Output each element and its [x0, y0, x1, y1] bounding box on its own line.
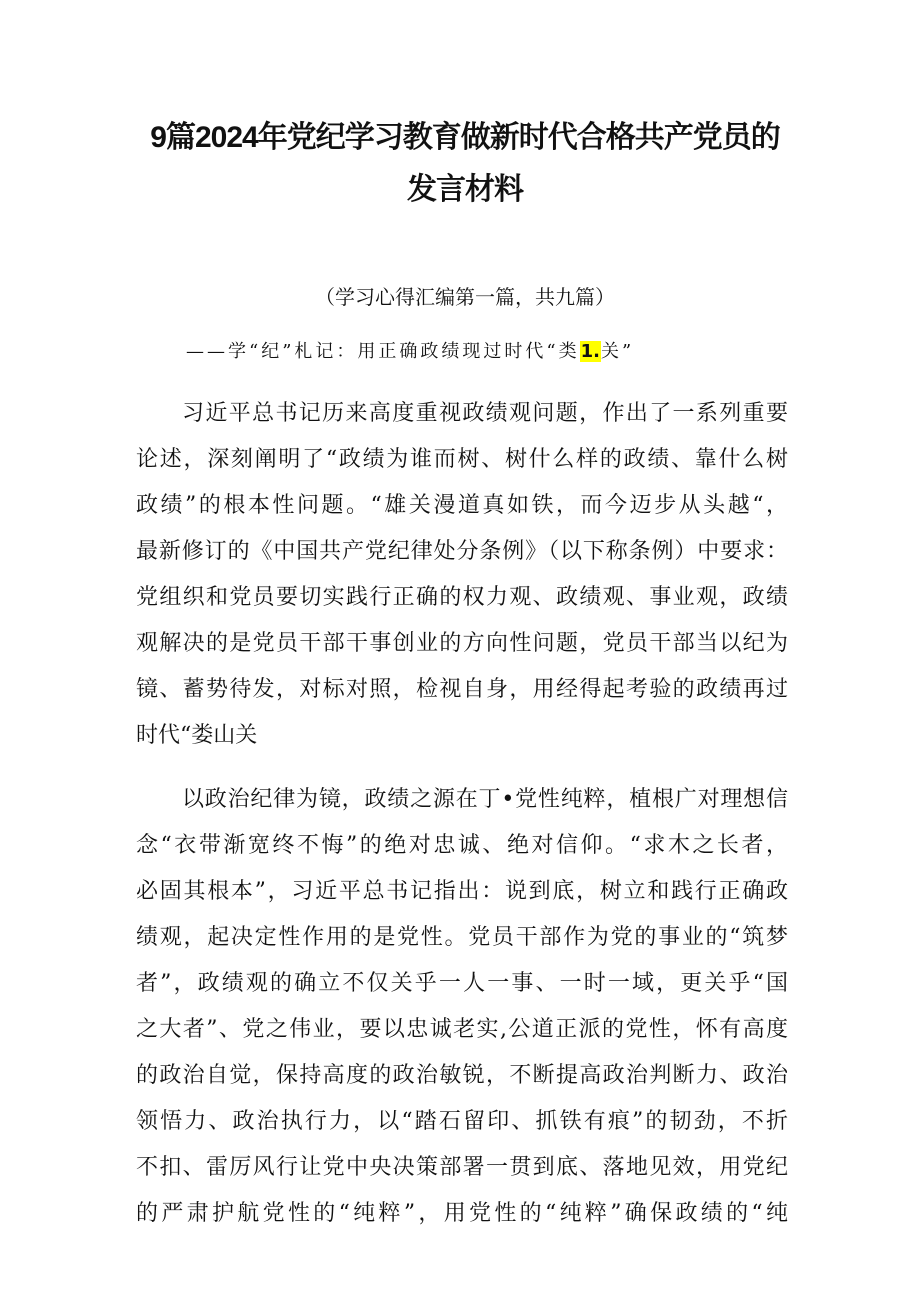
paragraph-1-line: 镜、蓄势待发，对标对照，检视自身，用经得起考验的政绩再过 [136, 677, 788, 702]
document-title-line-2: 发言材料 [407, 173, 523, 206]
paragraph-2-line: 绩观，起决定性作用的是党性。党员干部作为党的事业的“筑梦 [136, 925, 788, 950]
document-subtitle: （学习心得汇编第一篇，共九篇） [315, 285, 615, 309]
paragraph-2-line: 以政治纪律为镜，政绩之源在丁•党性纯粹，植根广对理想信 [182, 787, 788, 812]
paragraph-2-line: 的严肃护航党性的“纯粹”，用党性的“纯粹”确保政绩的“纯 [136, 1201, 788, 1226]
paragraph-2-line: 者”，政绩观的确立不仅关乎一人一事、一时一域，更关乎“国 [136, 971, 788, 996]
paragraph-2-line: 必固其根本”，习近平总书记指出：说到底，树立和践行正确政 [136, 879, 788, 904]
highlighted-text: 1. [580, 341, 600, 362]
paragraph-1-line: 时代“娄山关 [136, 723, 258, 748]
subheading-tail: 关” [600, 341, 635, 362]
document-title-line-1: 9篇2024年党纪学习教育做新时代合格共产党员的 [150, 121, 780, 154]
paragraph-1-line: 观解决的是党员干部干事创业的方向性问题，党员干部当以纪为 [136, 631, 788, 656]
paragraph-1-line: 党组织和党员要切实践行正确的权力观、政绩观、事业观，政绩 [136, 585, 788, 610]
paragraph-1-line: 论述，深刻阐明了“政绩为谁而树、树什么样的政绩、靠什么树 [136, 447, 788, 472]
paragraph-2-line: 领悟力、政治执行力，以“踏石留印、抓铁有痕”的韧劲，不折 [136, 1109, 788, 1134]
paragraph-2-line: 的政治自觉，保持高度的政治敏锐，不断提高政治判断力、政治 [136, 1063, 788, 1088]
paragraph-2-line: 不扣、雷厉风行让党中央决策部署一贯到底、落地见效，用党纪 [136, 1155, 788, 1180]
subheading-text: ——学“纪”札记：用正确政绩现过时代“类 [186, 341, 580, 362]
paragraph-1-line: 政绩”的根本性问题。“雄关漫道真如铁，而今迈步从头越“， [136, 493, 788, 518]
document-subheading [186, 338, 634, 366]
paragraph-2-line: 之大者”、党之伟业，要以忠诚老实,公道正派的党性，怀有高度 [136, 1017, 788, 1042]
paragraph-2-line: 念“衣带渐宽终不悔”的绝对忠诚、绝对信仰。“求木之长者， [136, 833, 788, 858]
paragraph-1-line: 最新修订的《中国共产党纪律处分条例》（以下称条例）中要求： [136, 539, 788, 564]
paragraph-1-line: 习近平总书记历来高度重视政绩观问题，作出了一系列重要 [182, 401, 788, 426]
